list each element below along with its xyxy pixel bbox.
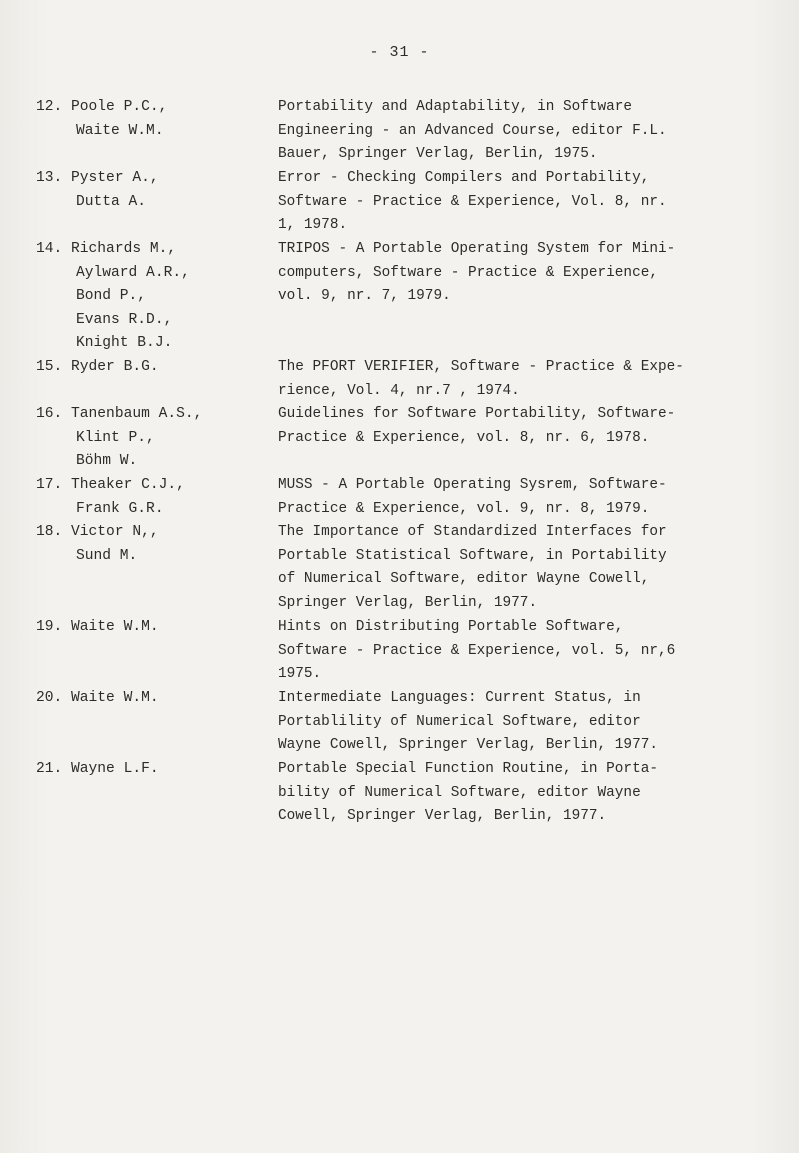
citation-line: rience, Vol. 4, nr.7 , 1974. — [278, 382, 520, 399]
reference-number-author: 16. Tanenbaum A.S., — [36, 406, 203, 422]
citation-line: computers, Software - Practice & Experience, — [278, 264, 658, 281]
citation-line: Intermediate Languages: Current Status, in — [278, 690, 641, 706]
citation-line: Practice & Experience, vol. 8, nr. 6, 1978. — [278, 429, 650, 446]
reference-authors — [36, 96, 276, 143]
citation-line: Engineering - an Advanced Course, editor F.L. — [278, 122, 667, 139]
reference-authors — [36, 758, 276, 782]
reference-author: Aylward A.R., — [76, 264, 190, 281]
citation-line: Software - Practice & Experience, vol. 5, nr,6 — [278, 642, 676, 659]
reference-author: Dutta A. — [76, 193, 147, 210]
reference-number-author: 14. Richards M., — [36, 241, 177, 257]
citation-line: Software - Practice & Experience, Vol. 8, nr. — [278, 193, 667, 210]
citation-line: The PFORT VERIFIER, Software - Practice & Expe- — [278, 359, 684, 375]
reference-citation — [278, 758, 748, 829]
citation-line: MUSS - A Portable Operating Sysrem, Software- — [278, 477, 667, 493]
page-number: - 31 - — [369, 44, 430, 61]
reference-authors — [36, 521, 276, 568]
reference-citation — [278, 474, 748, 521]
citation-line: Cowell, Springer Verlag, Berlin, 1977. — [278, 808, 607, 825]
reference-citation — [278, 403, 748, 450]
reference-citation — [278, 687, 748, 758]
citation-line: bility of Numerical Software, editor Wayne — [278, 784, 641, 801]
reference-author: Klint P., — [76, 429, 155, 446]
citation-line: vol. 9, nr. 7, 1979. — [278, 288, 451, 305]
reference-number-author: 12. Poole P.C., — [36, 99, 168, 115]
reference-author: Knight B.J. — [76, 335, 173, 352]
reference-authors — [36, 356, 276, 380]
citation-line: Portablility of Numerical Software, editor — [278, 713, 641, 730]
reference-number-author: 17. Theaker C.J., — [36, 477, 185, 493]
reference-number-author: 18. Victor N,, — [36, 524, 159, 540]
citation-line: Error - Checking Compilers and Portability, — [278, 170, 650, 186]
citation-line: of Numerical Software, editor Wayne Cowell, — [278, 571, 650, 588]
reference-citation — [278, 521, 748, 615]
reference-citation — [278, 238, 748, 309]
reference-authors — [36, 238, 276, 356]
reference-author: Bond P., — [76, 288, 147, 305]
citation-line: TRIPOS - A Portable Operating System for Mini- — [278, 241, 676, 257]
citation-line: Portability and Adaptability, in Software — [278, 99, 633, 115]
reference-author: Böhm W. — [76, 453, 138, 470]
reference-citation — [278, 96, 748, 167]
reference-citation — [278, 356, 748, 403]
reference-authors — [36, 474, 276, 521]
citation-line: 1975. — [278, 666, 322, 683]
reference-number-author: 19. Waite W.M. — [36, 619, 159, 635]
citation-line: Hints on Distributing Portable Software, — [278, 619, 624, 635]
citation-line: Practice & Experience, vol. 9, nr. 8, 1979. — [278, 500, 650, 517]
reference-number-author: 20. Waite W.M. — [36, 690, 159, 706]
reference-authors — [36, 687, 276, 711]
reference-author: Frank G.R. — [76, 500, 164, 517]
citation-line: Guidelines for Software Portability, Software- — [278, 406, 676, 422]
citation-line: 1, 1978. — [278, 217, 348, 234]
citation-line: Bauer, Springer Verlag, Berlin, 1975. — [278, 146, 598, 163]
reference-authors — [36, 403, 276, 474]
citation-line: Springer Verlag, Berlin, 1977. — [278, 594, 538, 611]
reference-author: Evans R.D., — [76, 311, 173, 328]
citation-line: Portable Special Function Routine, in Porta- — [278, 761, 658, 777]
reference-authors — [36, 167, 276, 214]
reference-citation — [278, 616, 748, 687]
reference-number-author: 15. Ryder B.G. — [36, 359, 159, 375]
reference-number-author: 21. Wayne L.F. — [36, 761, 159, 777]
reference-author: Waite W.M. — [76, 122, 164, 139]
reference-number-author: 13. Pyster A., — [36, 170, 159, 186]
reference-citation — [278, 167, 748, 238]
citation-line: The Importance of Standardized Interfaces for — [278, 524, 667, 540]
reference-authors — [36, 616, 276, 640]
reference-author: Sund M. — [76, 547, 138, 564]
citation-line: Portable Statistical Software, in Portability — [278, 547, 667, 564]
citation-line: Wayne Cowell, Springer Verlag, Berlin, 1977. — [278, 737, 658, 754]
